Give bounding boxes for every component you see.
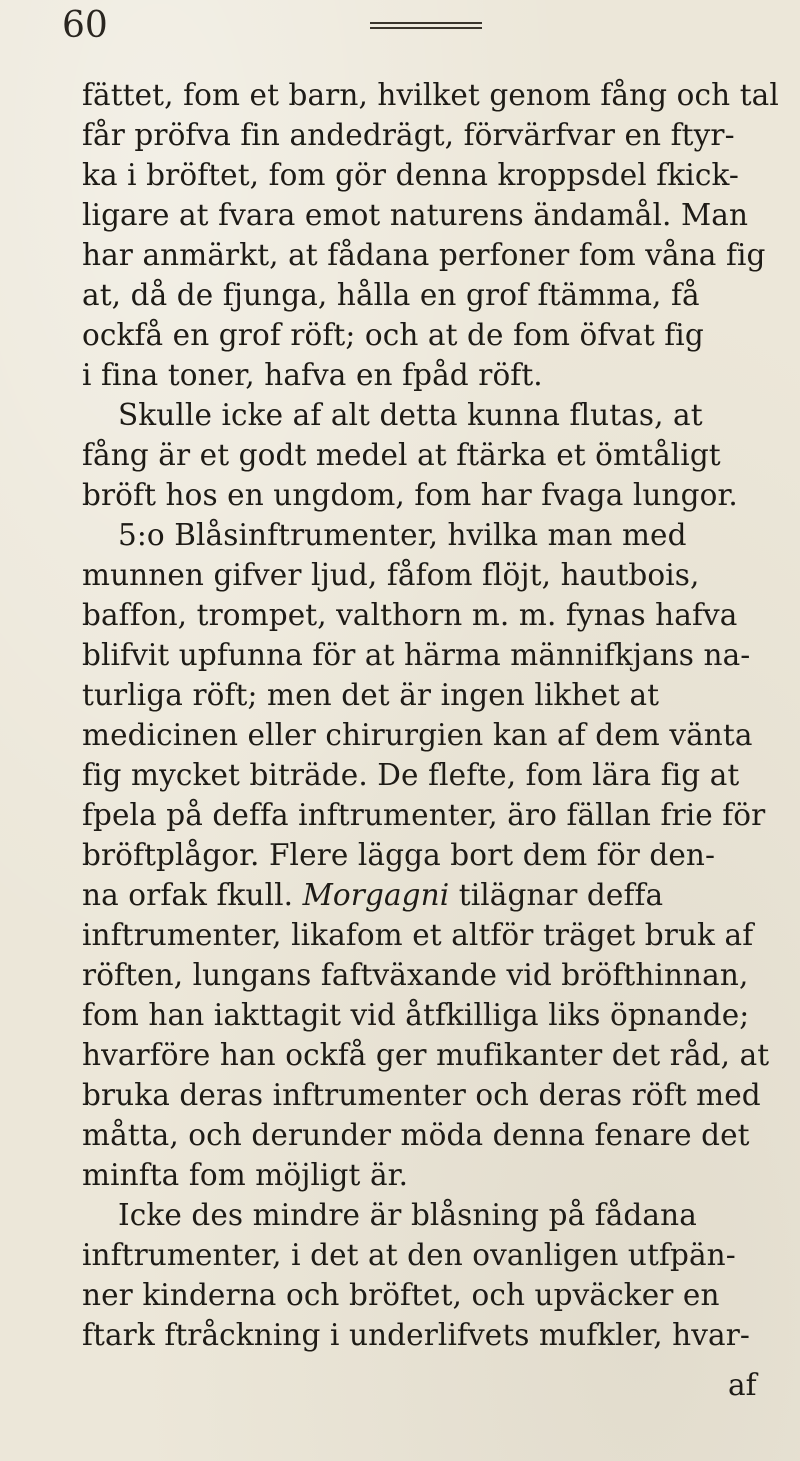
text-line: röften, lungans faftväxande vid bröfthinnan, — [82, 958, 749, 992]
text-line: at, då de fjunga, hålla en grof ftämma, få — [82, 278, 700, 312]
italic-author-name: Morgagni — [302, 878, 450, 912]
text-line-with-italic-name: na orfak fkull. Morgagni tilägnar deffa — [82, 878, 664, 912]
text-line: baffon, trompet, valthorn m. m. fynas hafva — [82, 598, 738, 632]
text-line: ockfå en grof röft; och at de fom öfvat fig — [82, 318, 704, 352]
text-line: blifvit upfunna för at härma männifkjans na- — [82, 638, 751, 672]
text-line: bruka deras inftrumenter och deras röft med — [82, 1078, 761, 1112]
text-line: fång är et godt medel at ftärka et ömtåligt — [82, 438, 721, 472]
text-line: har anmärkt, at fådana perfoner fom våna fig — [82, 238, 766, 272]
text-line: munnen gifver ljud, fåfom flöjt, hautbois, — [82, 558, 700, 592]
text-line: inftrumenter, i det at den ovanligen utfpän- — [82, 1238, 736, 1272]
text-line: 5:o Blåsinftrumenter, hvilka man med — [118, 518, 687, 552]
text-line: ftark ftråckning i underlifvets mufkler, hvar- — [82, 1318, 751, 1352]
text-line: turliga röft; men det är ingen likhet at — [82, 678, 660, 712]
text-line: bröft hos en ungdom, fom har fvaga lungor. — [82, 478, 738, 512]
text-line: ner kinderna och bröftet, och upväcker en — [82, 1278, 720, 1312]
text-line: får pröfva fin andedrägt, förvärfvar en ftyr- — [82, 118, 735, 152]
text-line: i fina toner, hafva en fpåd röft. — [82, 358, 543, 392]
catchword: af — [728, 1368, 757, 1402]
text-line: inftrumenter, likafom et altför träget bruk af — [82, 918, 754, 952]
text-line: bröftplågor. Flere lägga bort dem för den- — [82, 838, 716, 872]
text-line: fättet, fom et barn, hvilket genom fång och tal — [82, 78, 779, 112]
text-line: måtta, och derunder möda denna fenare det — [82, 1118, 750, 1152]
text-line: minfta fom möjligt är. — [82, 1158, 409, 1192]
text-line: fom han iakttagit vid åtfkilliga liks öpnande; — [82, 998, 750, 1032]
text-line: fig mycket biträde. De flefte, fom lära fig at — [82, 758, 740, 792]
page-number: 60 — [62, 5, 108, 46]
text-line: medicinen eller chirurgien kan af dem vänta — [82, 718, 753, 752]
text-line: hvarföre han ockfå ger mufikanter det råd, at — [82, 1038, 770, 1072]
header-rule — [370, 22, 482, 36]
text-line: ligare at fvara emot naturens ändamål. Man — [82, 198, 749, 232]
text-line: fpela på deffa inftrumenter, äro fällan frie för — [82, 798, 766, 832]
text-line: Icke des mindre är blåsning på fådana — [118, 1198, 697, 1232]
text-line: ka i bröftet, fom gör denna kroppsdel fkick- — [82, 158, 739, 192]
text-line: Skulle icke af alt detta kunna flutas, at — [118, 398, 703, 432]
